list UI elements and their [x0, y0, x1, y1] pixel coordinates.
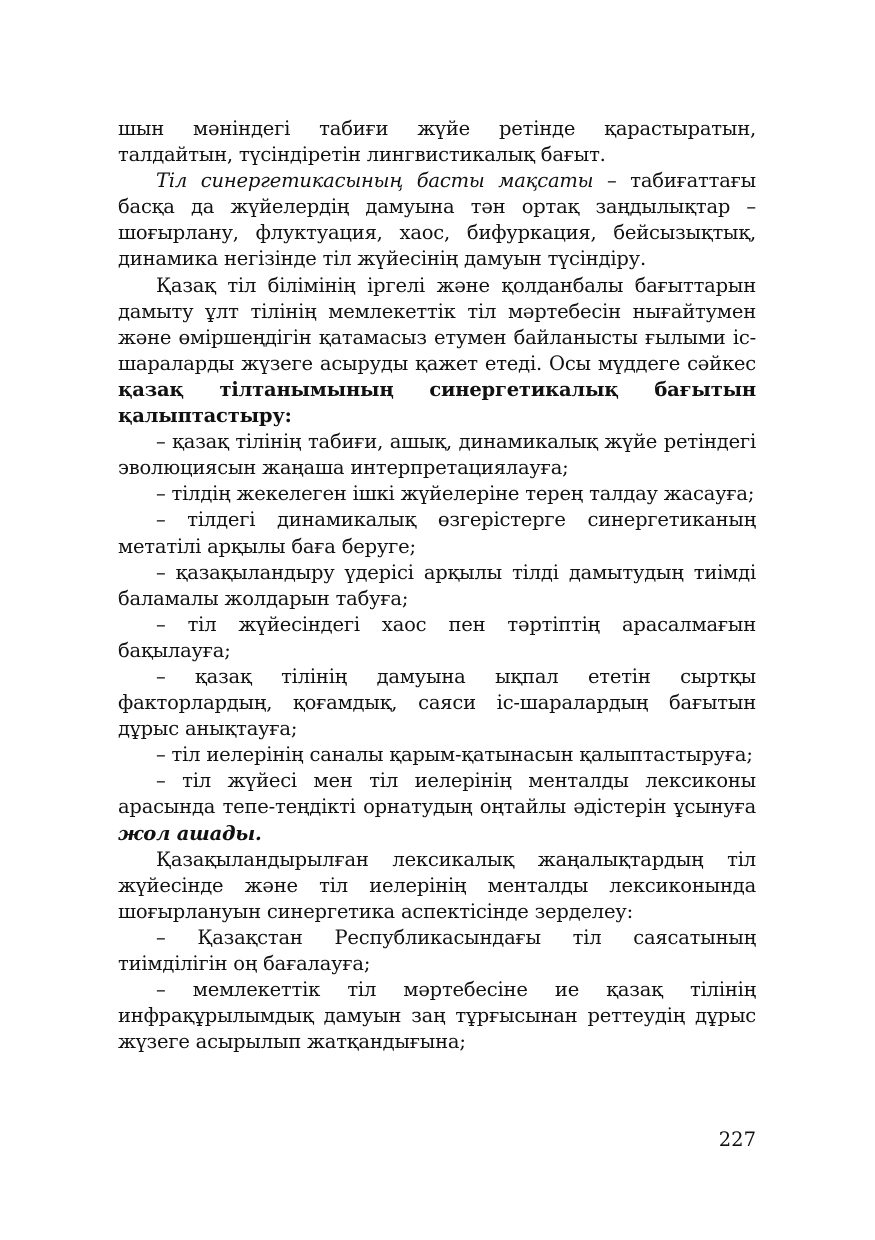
paragraph-text: Қазақ тіл білімінің іргелі және қолданбалы бағыттарын дамыту ұлт тілінің мемлекеттік тіл мәртебесін нығайтумен және өміршеңдігін қатамасыз етумен байланысты ғылыми іс-шараларды жүзеге асыруды қажет етеді. Осы мүддеге сәйкес [118, 273, 756, 375]
list-item: – қазақыландыру үдерісі арқылы тілді дамытудың тиімді баламалы жолдарын табуға; [118, 560, 756, 610]
list-item-text: – тіл жүйесі мен тіл иелерінің менталды лексиконы арасында тепе-теңдікті орнатудың оңтайлы әдістерін ұсынуға [118, 769, 756, 819]
list-item: – қазақ тілінің дамуына ықпал ететін сыртқы факторлардың, қоғамдық, саяси іс-шаралардың бағытын дұрыс анықтауға; [118, 664, 756, 741]
paragraph-study: Қазақыландырылған лексикалық жаңалықтардың тіл жүйесінде және тіл иелерінің менталды лексиконында шоғырлануын синергетика аспектісінде зерделеу: [118, 847, 756, 923]
list-item: – тіл жүйесіндегі хаос пен тәртіптің арасалмағын бақылауға; [118, 612, 756, 662]
page-number: 227 [718, 1128, 756, 1151]
list-item: – Қазақстан Республикасындағы тіл саясатының тиімділігін оң бағалауға; [118, 925, 756, 975]
bold-italic-phrase: жол ашады. [118, 821, 262, 845]
list-item: – тілдің жекелеген ішкі жүйелеріне терең талдау жасауға; [156, 482, 755, 506]
paragraph-continuation: шын мәніндегі табиғи жүйе ретінде қарастыратын, талдайтын, түсіндіретін лингвистикалық бағыт. [118, 117, 756, 167]
paragraph-intro [118, 273, 756, 430]
italic-term: Тіл синергетикасының басты мақсаты [156, 169, 594, 193]
list-item: – тіл иелерінің саналы қарым-қатынасын қалыптастыруға; [156, 743, 753, 767]
bold-heading-phrase: қазақ тілтанымының синергетикалық бағытын қалыптастыру: [118, 377, 756, 428]
paragraph-text: – табиғаттағы басқа да жүйелердің дамуына тән ортақ заңдылықтар – шоғырлану, флуктуация, хаос, бифуркация, бейсызықтық, динамика негізінде тіл жүйесінің дамуын түсіндіру. [118, 169, 756, 271]
list-item [118, 768, 756, 846]
list-item: – тілдегі динамикалық өзгерістерге синергетиканың метатілі арқылы баға беруге; [118, 508, 756, 558]
list-item: – мемлекеттік тіл мәртебесіне ие қазақ тілінің инфрақұрылымдық дамуын заң тұрғысынан реттеудің дұрыс жүзеге асырылып жатқандығына; [118, 978, 756, 1054]
list-item: – қазақ тілінің табиғи, ашық, динамикалық жүйе ретіндегі эволюциясын жаңаша интерпретациялауға; [118, 430, 756, 480]
paragraph-goal [118, 168, 756, 272]
page-body [118, 116, 756, 1055]
